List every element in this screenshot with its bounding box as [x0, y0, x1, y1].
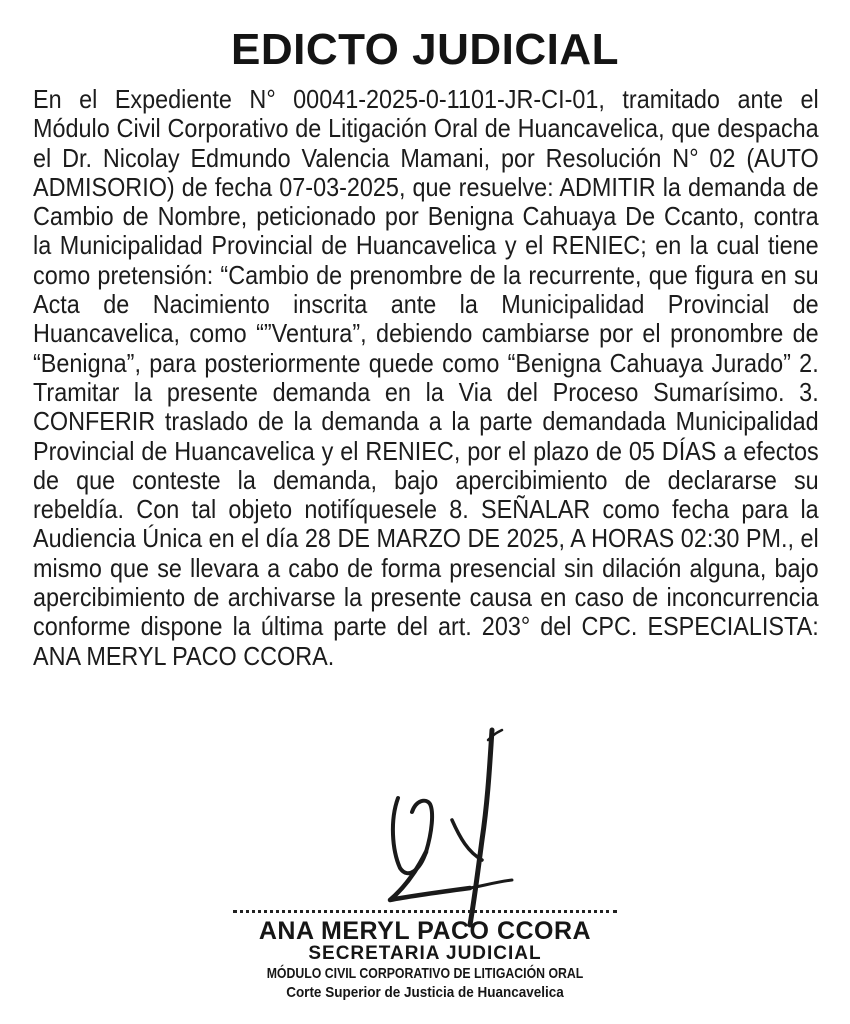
seal-organization: MÓDULO CIVIL CORPORATIVO DE LITIGACIÓN ORAL	[266, 965, 584, 982]
handwritten-signature-icon	[220, 720, 640, 940]
seal-rule	[233, 910, 617, 916]
document-title: EDICTO JUDICIAL	[230, 25, 620, 74]
edict-body: En el Expediente N° 00041-2025-0-1101-JR-CI-01, tramitado ante el Módulo Civil Corporativo de Litigación Oral de Huancavelica, que despacha el Dr. Nicolay Edmundo Valencia Mamani, por Resolución N° 02 (AUTO ADMISORIO) de fecha 07-03-2025, que resuelve: ADMITIR la demanda de Cambio de Nombre, peticionado por Benigna Cahuaya De Ccanto, contra la Municipalidad Provincial de Huancavelica y el RENIEC; en la cual tiene como pretensión: “Cambio de prenombre de la recurrente, que figura en su Acta de Nacimiento inscrita ante la Municipalidad Provincial de Huancavelica, como “”Ventura”, debiendo cambiarse por el pronombre de “Benigna”, para posteriormente quede como “Benigna Cahuaya Jurado” 2. Tramitar la presente demanda en la Via del Proceso Sumarísimo. 3. CONFERIR traslado de la demanda a la parte demandada Municipalidad Provincial de Huancavelica y el RENIEC, por el plazo de 05 DÍAS a efectos de que conteste la demanda, bajo apercibimiento de declararse su rebeldía. Con tal objeto notifíquesele 8. SEÑALAR como fecha para la Audiencia Única en el día 28 DE MARZO DE 2025, A HORAS 02:30 PM., el mismo que se llevara a cabo de forma presencial sin dilación alguna, bajo apercibimiento de archivarse la presente causa en caso de inconcurrencia conforme dispone la última parte del art. 203° del CPC. ESPECIALISTA: ANA MERYL PACO CCORA.	[33, 84, 819, 671]
seal-name: ANA MERYL PACO CCORA	[258, 917, 592, 945]
seal-role: SECRETARIA JUDICIAL	[308, 943, 542, 964]
official-seal	[225, 910, 625, 1003]
seal-court: Corte Superior de Justicia de Huancavelica	[286, 984, 564, 1001]
